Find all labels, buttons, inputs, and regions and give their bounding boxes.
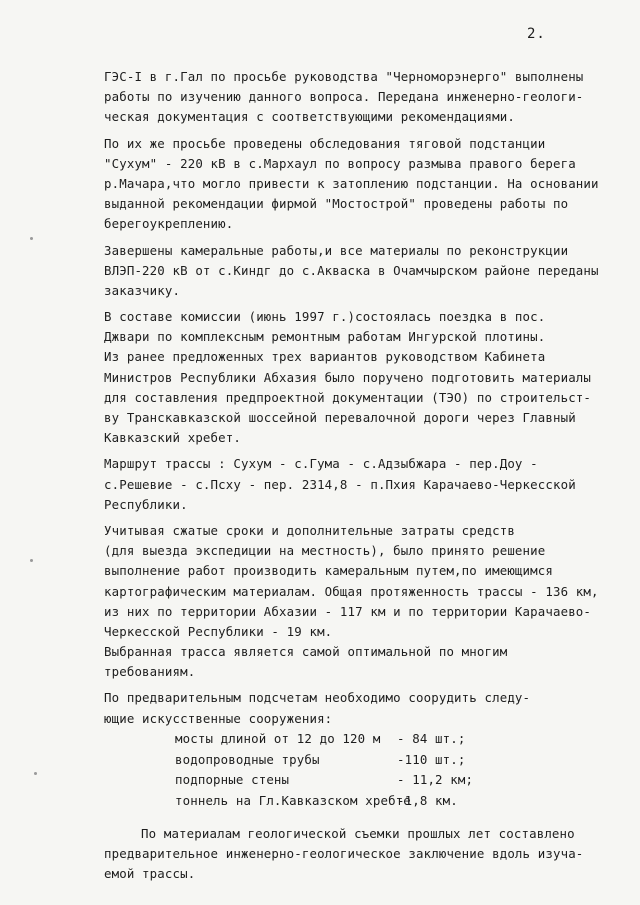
text-line: Выбранная трасса является самой оптимальной по многим — [104, 644, 508, 660]
text-line: выданной рекомендации фирмой "Мостострой" проведены работы по — [104, 196, 569, 212]
text-line: емой трассы. — [104, 866, 196, 882]
text-line: Республики. — [104, 496, 188, 512]
text-line: с.Решевие - с.Псху - пер. 2314,8 - п.Пхия Карачаево-Черкесской — [104, 476, 576, 492]
structure-name: тоннель на Гл.Кавказском хребте — [175, 793, 411, 809]
structures-list — [175, 729, 634, 812]
paper-speck — [30, 559, 33, 562]
paragraph-1 — [104, 67, 634, 128]
text-line: выполнение работ производить камеральным путем,по имеющимся — [104, 563, 553, 579]
paper-speck — [30, 237, 33, 240]
text-line: ГЭС-I в г.Гал по просьбе руководства "Черноморэнерго" выполнены — [104, 69, 584, 84]
text-line: Маршрут трассы : Сухум - с.Гума - с.Адзыбжара - пер.Доу - — [104, 456, 538, 472]
structure-item — [175, 770, 634, 791]
text-line: ву Транскавказской шоссейной перевалочной дороги через Главный — [104, 410, 576, 425]
structure-value: -1,8 км. — [397, 793, 458, 809]
paragraph-3 — [104, 241, 634, 302]
page-number: 2. — [527, 26, 546, 42]
paragraph-7 — [104, 521, 634, 642]
text-line: работы по изучению данного вопроса. Передана инженерно-геологи- — [104, 89, 584, 105]
text-line: По их же просьбе проведены обследования тяговой подстанции — [104, 135, 546, 151]
structure-item — [175, 729, 634, 750]
text-line: ВЛЭП-220 кВ от с.Киндг до с.Акваска в Очамчырском районе переданы — [104, 262, 599, 278]
paragraph-2 — [104, 134, 634, 235]
structure-value: -110 шт.; — [397, 751, 466, 767]
structure-value: - 11,2 км; — [397, 772, 474, 788]
paragraph-8 — [104, 642, 634, 682]
text-line: ющие искусственные сооружения: — [104, 710, 333, 726]
paragraph-9 — [104, 688, 634, 728]
structure-name: мосты длиной от 12 до 120 м — [175, 730, 381, 746]
text-line: картографическим материалам. Общая протяженность трассы - 136 км, — [104, 583, 599, 599]
structure-name: подпорные стены — [175, 772, 290, 788]
text-line: По предварительным подсчетам необходимо соорудить следу- — [104, 690, 531, 706]
text-line: заказчику. — [104, 282, 181, 298]
structure-item — [175, 791, 634, 812]
text-line: р.Мачара,что могло привести к затоплению подстанции. На основании — [104, 175, 599, 191]
structure-value: - 84 шт.; — [397, 730, 466, 746]
text-line: "Сухум" - 220 кВ в с.Мархаул по вопросу размыва правого берега — [104, 155, 576, 171]
structure-item — [175, 750, 634, 771]
text-line: Джвари по комплексным ремонтным работам Ингурской плотины. — [104, 329, 546, 345]
text-line: Черкесской Республики - 19 км. — [104, 623, 333, 639]
document-body — [104, 67, 634, 885]
paper-speck — [34, 772, 37, 775]
text-line: Министров Республики Абхазия было поручено подготовить материалы — [104, 369, 592, 385]
text-line: (для выезда экспедиции на местность), было принято решение — [104, 543, 546, 559]
text-line: предварительное инженерно-геологическое заключение вдоль изуча- — [104, 846, 584, 862]
text-line: Из ранее предложенных трех вариантов руководством Кабинета — [104, 349, 546, 365]
text-line: Учитывая сжатые сроки и дополнительные затраты средств — [104, 522, 515, 538]
text-line: требованиям. — [104, 664, 196, 680]
text-line: Завершены камеральные работы,и все материалы по реконструкции — [104, 242, 569, 258]
text-line: берегоукреплению. — [104, 216, 234, 232]
text-line: Кавказский хребет. — [104, 430, 241, 446]
text-line: По материалам геологической съемки прошлых лет составлено — [141, 826, 575, 841]
paragraph-4 — [104, 307, 634, 347]
paragraph-6 — [104, 454, 634, 515]
paragraph-5 — [104, 347, 634, 448]
closing-paragraph — [104, 824, 634, 885]
structure-name: водопроводные трубы — [175, 751, 320, 767]
text-line: В составе комиссии (июнь 1997 г.)состоялась поездка в пос. — [104, 309, 546, 325]
text-line: ческая документация с соответствующими рекомендациями. — [104, 109, 515, 125]
text-line: для составления предпроектной документации (ТЭО) по строительст- — [104, 389, 592, 405]
text-line: из них по территории Абхазии - 117 км и по территории Карачаево- — [104, 603, 592, 619]
